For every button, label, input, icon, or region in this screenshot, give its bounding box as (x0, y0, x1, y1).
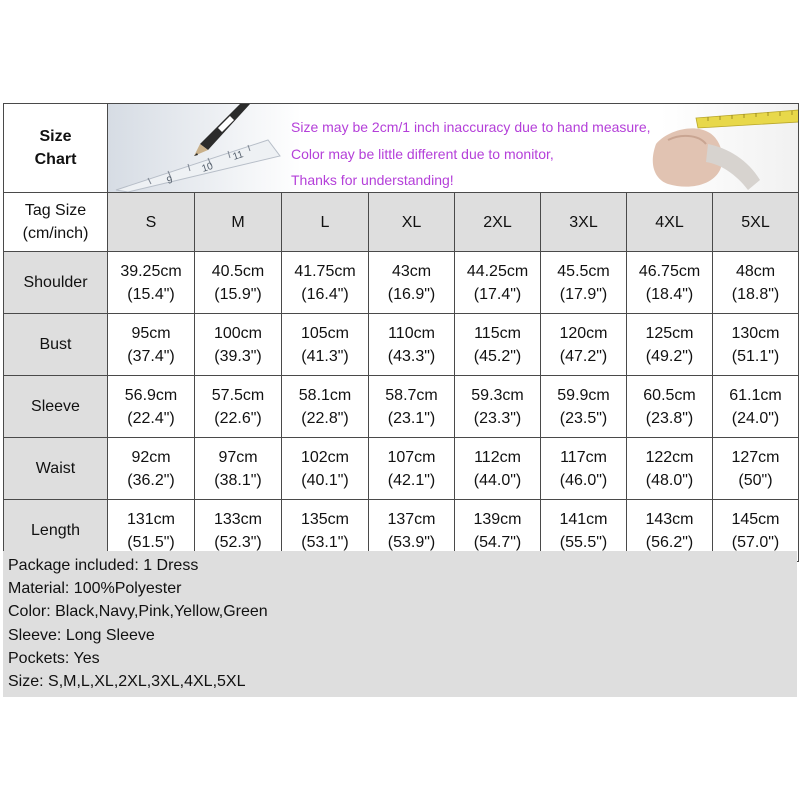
chart-banner (108, 104, 799, 193)
measurement-cell (282, 438, 369, 500)
note-line: Thanks for understanding! (291, 172, 454, 188)
size-chart-table (3, 103, 799, 562)
value-inch: (23.5") (559, 409, 608, 427)
tag-size-label (4, 193, 108, 252)
measurement-cell (713, 314, 799, 376)
value-inch: (41.3") (301, 347, 349, 365)
measurement-cell (282, 314, 369, 376)
value-inch: (18.4") (645, 285, 694, 303)
value-inch: (36.2") (127, 471, 175, 489)
measurement-cell (369, 376, 455, 438)
measurement-cell (455, 252, 541, 314)
value-inch: (22.6") (214, 409, 262, 427)
measurement-cell (627, 314, 713, 376)
info-material: Material: 100%Polyester (8, 580, 182, 598)
size-header-l: L (282, 193, 369, 252)
value-cm: 39.25cm (120, 262, 182, 280)
value-cm: 145cm (731, 510, 780, 528)
value-cm: 107cm (387, 448, 436, 466)
value-cm: 100cm (213, 324, 263, 342)
value-cm: 117cm (560, 448, 607, 466)
size-header-2xl: 2XL (455, 193, 541, 252)
value-inch: (51.1") (731, 347, 780, 365)
measurement-label-shoulder: Shoulder (4, 252, 108, 314)
value-inch: (23.1") (387, 409, 436, 427)
value-cm: 60.5cm (643, 386, 696, 404)
value-cm: 110cm (388, 324, 435, 342)
value-inch: (55.5") (559, 533, 608, 551)
value-inch: (52.3") (214, 533, 262, 551)
size-header-m: M (195, 193, 282, 252)
measurement-cell (541, 376, 627, 438)
value-inch: (24.0") (731, 409, 780, 427)
measurement-label-sleeve: Sleeve (4, 376, 108, 438)
size-header-xl: XL (369, 193, 455, 252)
measurement-cell (713, 252, 799, 314)
measurement-row (4, 314, 799, 376)
tag-size-text: Tag Size (cm/inch) (22, 202, 89, 242)
value-cm: 133cm (213, 510, 263, 528)
measurement-cell (195, 438, 282, 500)
value-inch: (42.1") (387, 471, 436, 489)
value-cm: 57.5cm (211, 386, 265, 404)
value-inch: (15.4") (127, 285, 175, 303)
chart-title (4, 104, 108, 193)
value-inch: (54.7") (473, 533, 522, 551)
value-inch: (43.3") (387, 347, 436, 365)
measurement-cell (541, 252, 627, 314)
measurement-cell (369, 252, 455, 314)
note-line: Size may be 2cm/1 inch inaccuracy due to hand measure, (291, 119, 651, 135)
value-cm: 41.75cm (294, 262, 356, 280)
value-inch: (45.2") (473, 347, 522, 365)
value-cm: 127cm (731, 448, 780, 466)
value-cm: 58.7cm (385, 386, 438, 404)
measurement-cell (713, 438, 799, 500)
measurement-cell (541, 438, 627, 500)
value-cm: 97cm (218, 448, 258, 466)
measurement-cell (108, 252, 195, 314)
value-inch: (53.1") (301, 533, 349, 551)
measurement-cell (108, 438, 195, 500)
value-cm: 45.5cm (557, 262, 610, 280)
info-sleeve: Sleeve: Long Sleeve (8, 626, 155, 644)
value-cm: 48cm (735, 262, 776, 280)
value-cm: 59.9cm (557, 386, 610, 404)
value-inch: (53.9") (387, 533, 436, 551)
chart-title-text: Size Chart (34, 128, 77, 168)
value-cm: 112cm (474, 448, 521, 466)
value-inch: (57.0") (731, 533, 780, 551)
measurement-cell (627, 376, 713, 438)
value-cm: 102cm (300, 448, 350, 466)
measurement-label-length: Length (4, 500, 108, 562)
svg-text:9: 9 (165, 174, 175, 187)
value-inch: (17.9") (559, 285, 608, 303)
measurement-cell (195, 376, 282, 438)
value-inch: (37.4") (127, 347, 175, 365)
value-inch: (48.0") (645, 471, 694, 489)
value-cm: 105cm (300, 324, 350, 342)
product-info (3, 551, 797, 697)
value-inch: (23.3") (473, 409, 522, 427)
value-cm: 95cm (131, 324, 171, 342)
measurement-cell (195, 314, 282, 376)
value-inch: (16.9") (387, 285, 436, 303)
info-package: Package included: 1 Dress (8, 557, 199, 574)
measurement-cell (282, 252, 369, 314)
value-inch: (44.0") (473, 471, 522, 489)
value-inch: (51.5") (127, 533, 175, 551)
value-cm: 125cm (645, 324, 694, 342)
value-inch: (23.8") (645, 409, 694, 427)
measurement-cell (108, 314, 195, 376)
info-color: Color: Black,Navy,Pink,Yellow,Green (8, 603, 268, 621)
svg-text:10: 10 (200, 160, 215, 175)
measurement-cell (369, 314, 455, 376)
measurement-row (4, 438, 799, 500)
chart-notes (291, 114, 651, 193)
value-cm: 141cm (559, 510, 608, 528)
info-pockets: Pockets: Yes (8, 649, 100, 667)
value-cm: 130cm (731, 324, 780, 342)
value-inch: (40.1") (301, 471, 349, 489)
value-cm: 59.3cm (471, 386, 524, 404)
value-cm: 115cm (474, 324, 521, 342)
measurement-row (4, 376, 799, 438)
measurement-cell (282, 376, 369, 438)
size-header-3xl: 3XL (541, 193, 627, 252)
svg-text:11: 11 (231, 149, 245, 163)
value-inch: (39.3") (214, 347, 262, 365)
value-inch: (18.8") (731, 285, 780, 303)
measurement-cell (195, 252, 282, 314)
value-inch: (16.4") (301, 285, 349, 303)
value-cm: 44.25cm (466, 262, 529, 280)
value-inch: (46.0") (559, 471, 608, 489)
value-cm: 40.5cm (211, 262, 265, 280)
value-cm: 46.75cm (638, 262, 701, 280)
value-cm: 122cm (645, 448, 694, 466)
value-cm: 143cm (645, 510, 694, 528)
value-cm: 120cm (559, 324, 608, 342)
measurement-cell (455, 314, 541, 376)
measurement-cell (713, 376, 799, 438)
measurement-cell (369, 438, 455, 500)
value-inch: (56.2") (645, 533, 694, 551)
measurement-cell (455, 438, 541, 500)
value-cm: 135cm (300, 510, 350, 528)
measurement-label-bust: Bust (4, 314, 108, 376)
value-cm: 56.9cm (124, 386, 178, 404)
value-cm: 61.1cm (729, 386, 782, 404)
value-inch: (15.9") (214, 285, 262, 303)
size-header-4xl: 4XL (627, 193, 713, 252)
measurement-row (4, 252, 799, 314)
value-cm: 43cm (391, 262, 432, 280)
value-cm: 131cm (126, 510, 176, 528)
value-inch: (22.4") (127, 409, 175, 427)
measurement-cell (627, 438, 713, 500)
measurement-cell (541, 314, 627, 376)
value-cm: 58.1cm (298, 386, 352, 404)
value-inch: (49.2") (645, 347, 694, 365)
measurement-label-waist: Waist (4, 438, 108, 500)
measurement-cell (455, 376, 541, 438)
value-inch: (17.4") (473, 285, 522, 303)
value-inch: (38.1") (214, 471, 262, 489)
size-header-5xl: 5XL (713, 193, 799, 252)
measurement-cell (108, 376, 195, 438)
value-cm: 137cm (387, 510, 436, 528)
value-cm: 139cm (473, 510, 522, 528)
size-header-s: S (108, 193, 195, 252)
measurement-cell (627, 252, 713, 314)
value-cm: 92cm (131, 448, 171, 466)
note-line: Color may be little different due to monitor, (291, 145, 554, 162)
value-inch: (50") (738, 471, 773, 489)
value-inch: (22.8") (301, 409, 349, 427)
value-inch: (47.2") (559, 347, 608, 365)
info-size: Size: S,M,L,XL,2XL,3XL,4XL,5XL (8, 673, 246, 691)
